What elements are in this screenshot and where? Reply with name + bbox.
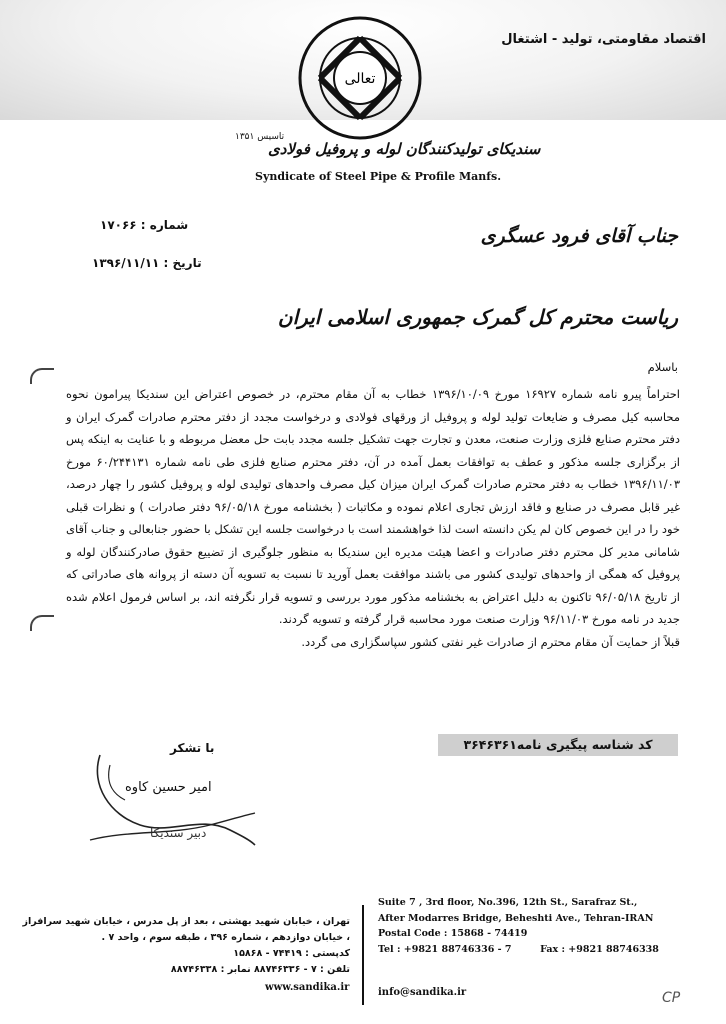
phone-fa: تلفن : ۷ - ۸۸۷۴۶۳۳۶ نمابر : ۸۸۷۴۶۳۳۸ [170, 964, 350, 975]
email-link[interactable]: info@sandika.ir [378, 987, 467, 998]
signer-title: دبیر سندیکا [150, 826, 207, 840]
signer-name: امیر حسین کاوه [125, 780, 212, 795]
logo-center-text: تعالی [344, 71, 376, 87]
postal-en: Postal Code : 15868 - 74419 [378, 928, 528, 939]
recipient-person: جناب آقای فرود عسگری [480, 225, 678, 247]
footer-address-en [378, 895, 708, 957]
letter-date: تاریخ : ۱۳۹۶/۱۱/۱۱ [92, 256, 202, 270]
punch-mark-bottom [30, 615, 54, 631]
address-en-line-1: Suite 7 , 3rd floor, No.396, 12th St., Sarafraz St., [378, 897, 638, 908]
footer-divider [362, 905, 364, 1005]
body-paragraph-2: قبلاً از حمایت آن مقام محترم از صادرات غیر نفتی کشور سپاسگزاری می گردد. [301, 634, 680, 649]
established-year: تاسیس ۱۳۵۱ [235, 132, 285, 142]
punch-mark-top [30, 368, 54, 384]
tel-en: Tel : +9821 88746336 - 7 [378, 943, 512, 955]
postal-fa: کدپستی : ۷۴۴۱۹ - ۱۵۸۶۸ [233, 948, 350, 959]
tel-fax-en [378, 942, 708, 958]
address-fa-line: تهران ، خیابان شهید بهشتی ، بعد از پل مدرس ، خیابان شهید سرافراز ، خیابان دوازدهم ، شماره ۳۹۶ ، طبقه سوم ، واحد ۷ . [22, 916, 350, 943]
org-name-fa: سندیکای تولیدکنندگان لوله و پروفیل فولادی [268, 140, 541, 158]
fax-en: Fax : +9821 88746338 [540, 943, 659, 955]
tracking-code: کد شناسه پیگیری نامه۳۶۴۶۳۶۱ [438, 734, 678, 756]
recipient-office: ریاست محترم کل گمرک جمهوری اسلامی ایران [277, 305, 678, 329]
letter-body [66, 383, 680, 653]
slogan: اقتصاد مقاومتی، تولید - اشتغال [501, 32, 706, 47]
cp-mark: CP [662, 990, 681, 1006]
signature [80, 745, 260, 855]
syndicate-logo [290, 8, 430, 148]
letter-number: شماره : ۱۷۰۶۶ [100, 218, 189, 232]
footer-address-fa [20, 914, 350, 978]
closing: با تشکر [170, 741, 215, 755]
body-paragraph-1: احتراماً پیرو نامه شماره ۱۶۹۲۷ مورخ ۱۳۹۶/۱۰/۰۹ خطاب به آن مقام محترم، در خصوص اعتراض این سندیکا پیرامون نحوه محاسبه کیل مصرف و ضایعات تولید لوله و پروفیل از ورقهای فولادی و درخواست مجدد از دفتر محترم صادرات گمرک ایران و دفتر محترم صنایع فلزی وزارت صنعت، معدن و تجارت جهت تشکیل جلسه مجدد بابت حل معضل مربوطه و با عنایت به اینکه پس از برگزاری جلسه مذکور و عطف به توافقات بعمل آمده در آن، دفتر محترم صنایع فلزی طی نامه شماره ۶۰/۲۴۴۱۳۱ مورخ ۱۳۹۶/۱۱/۰۳ خطاب به دفتر محترم صادرات گمرک ایران میزان کیل مصرف واحدهای تولیدی لوله و پروفیل کشور را چهار درصد، غیر قابل مصرف در صنایع و فاقد ارزش تجاری اعلام نموده و مکاتبات ( بخشنامه مورخ ۹۶/۰۵/۱۸ دفتر صادرات ) و نظرات قبلی خود را در این خصوص کان لم یکن دانسته است لذا خواهشمند است با درخواست جلسه این تشکل با حضور جنابعالی و جناب آقای شامانی مدیر کل محترم دفتر صادرات و اعضا هیئت مدیره این سندیکا به منظور جلوگیری از تضییع حقوق صادرکنندگان لوله و پروفیل که همگی از واحدهای تولیدی کشور می باشند موافقت بعمل آورید تا نسبت به تسویه آن دسته از پروانه های صادراتی که از تاریخ ۹۶/۰۵/۱۸ تاکنون به دلیل اعتراض به بخشنامه مذکور مورد بررسی و تسویه قرار نگرفته اند، بر اساس فرمول اعلام شده جدید در نامه مورخ ۹۶/۱۱/۰۳ وزارت صنعت مورد محاسبه قرار گرفته و تسویه گردند. [66, 387, 681, 626]
greeting: باسلام [647, 360, 678, 374]
org-name-en: Syndicate of Steel Pipe & Profile Manfs. [255, 170, 502, 183]
address-en-line-2: After Modarres Bridge, Beheshti Ave., Tehran-IRAN [378, 912, 654, 924]
website-link[interactable]: www.sandika.ir [265, 982, 350, 993]
